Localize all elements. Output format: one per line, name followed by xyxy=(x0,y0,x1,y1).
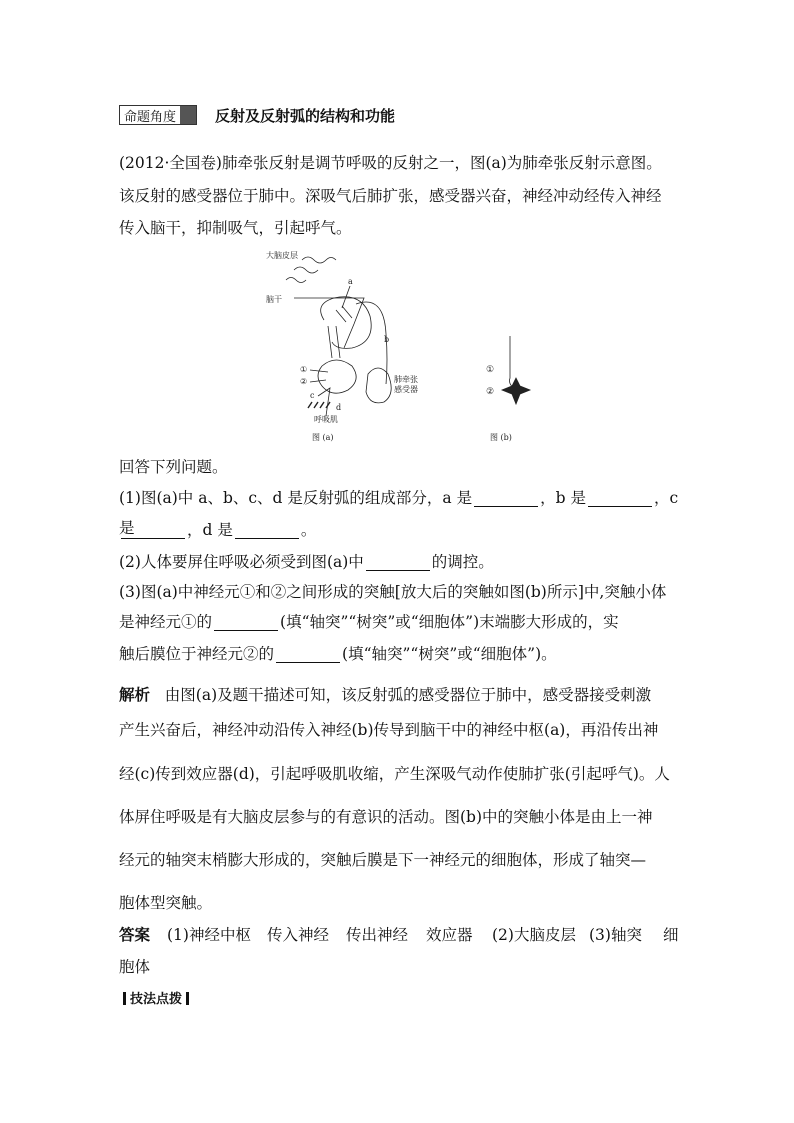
label-a: a xyxy=(348,277,353,286)
tag-shade-block xyxy=(180,106,196,124)
cortex-wave-1 xyxy=(302,257,336,263)
answer-blank-c[interactable] xyxy=(121,520,185,539)
analysis-line-5: 经元的轴突末梢膨大形成的，突触后膜是下一神经元的细胞体，形成了轴突— xyxy=(119,851,647,869)
section-tag xyxy=(119,105,197,125)
question-3-line-1: (3)图(a)中神经元①和②之间形成的突触[放大后的突触如图(b)所示]中,突触小体 xyxy=(119,583,667,601)
answer-label: 答案 xyxy=(119,926,151,944)
answer-item: 传出神经 xyxy=(346,926,409,944)
answer-item: (3)轴突 xyxy=(589,926,642,944)
section-tag-label: 命题角度 xyxy=(124,109,177,125)
q1-text-d: ，d 是 xyxy=(187,521,233,539)
question-2 xyxy=(119,547,679,577)
label-neuron-2: ② xyxy=(300,377,308,386)
answer-line-2: 胞体 xyxy=(119,958,151,976)
q3-text-d: 触后膜位于神经元②的 xyxy=(119,645,275,663)
answer-blank-q2[interactable] xyxy=(366,552,430,571)
q2-text-b: 的调控。 xyxy=(431,553,494,571)
analysis-line-6: 胞体型突触。 xyxy=(119,894,213,912)
afferent-nerve-b xyxy=(356,302,390,384)
answer-item: 传入神经 xyxy=(267,926,330,944)
descending-tracts xyxy=(328,326,340,358)
label-muscle: 呼吸肌 xyxy=(314,415,338,424)
q3-text-c: (填“轴突”“树突”或“细胞体”)末端膨大形成的，实 xyxy=(280,613,619,631)
analysis-text-1: 由图(a)及题干描述可知，该反射弧的感受器位于肺中，感受器接受刺激 xyxy=(164,686,652,704)
answer-item: (2)大脑皮层 xyxy=(492,926,576,944)
fig-b-label-2: ② xyxy=(486,387,495,397)
brainstem-outline xyxy=(294,298,364,348)
intro-line-2: 该反射的感受器位于肺中。深吸气后肺扩张，感受器兴奋，神经冲动经传入神经 xyxy=(119,187,662,205)
analysis-label: 解析 xyxy=(119,686,151,704)
label-receptor-1: 肺牵张 xyxy=(394,375,418,384)
fig-b-label-1: ① xyxy=(486,365,495,375)
spinal-cord-section xyxy=(318,360,356,393)
analysis-line-3: 经(c)传到效应器(d)，引起呼吸肌收缩，产生深吸气动作使肺扩张(引起呼气)。人 xyxy=(119,765,670,783)
q3-text-e: (填“轴突”“树突”或“细胞体”)。 xyxy=(342,645,557,663)
q1-text-b: ，b 是 xyxy=(540,489,586,507)
skill-bar-left xyxy=(123,992,126,1005)
label-d: d xyxy=(336,403,342,412)
label-brainstem: 脑干 xyxy=(266,295,282,304)
answer-item: 效应器 xyxy=(426,926,473,944)
label-cortex: 大脑皮层 xyxy=(266,251,298,260)
answer-blank-q3-2[interactable] xyxy=(276,644,340,663)
answer-blank-b[interactable] xyxy=(588,488,652,507)
answer-blank-a[interactable] xyxy=(474,488,538,507)
brainstem-oval xyxy=(321,297,372,349)
lung-shape xyxy=(366,368,391,403)
respiratory-muscle-hatch xyxy=(308,402,330,408)
label-b: b xyxy=(384,335,390,344)
section-title: 反射及反射弧的结构和功能 xyxy=(215,106,396,125)
analysis-line-2: 产生兴奋后，神经冲动沿传入神经(b)传导到脑干中的神经中枢(a)，再沿传出神 xyxy=(119,721,659,739)
answer-blank-d[interactable] xyxy=(235,520,299,539)
label-c: c xyxy=(310,391,315,400)
label-receptor-2: 感受器 xyxy=(394,385,418,394)
skill-label: 技法点拨 xyxy=(130,992,183,1007)
q1-text-a: (1)图(a)中 a、b、c、d 是反射弧的组成部分，a 是 xyxy=(119,489,473,507)
answer-item: 细 xyxy=(663,926,679,944)
q1-text-c: ，c 是 xyxy=(119,489,679,537)
q3-text-b: 是神经元①的 xyxy=(119,613,213,631)
section-header xyxy=(119,104,395,126)
analysis-line-4: 体屏住呼吸是有大脑皮层参与的有意识的活动。图(b)中的突触小体是由上一神 xyxy=(119,808,653,826)
question-3-line-2 xyxy=(119,607,679,637)
cortex-wave-3 xyxy=(286,278,306,283)
cortex-wave-2 xyxy=(294,267,318,273)
analysis-line-1 xyxy=(119,680,679,710)
reflex-arc-figure xyxy=(264,250,534,450)
intro-line-1: (2012·全国卷)肺牵张反射是调节呼吸的反射之一，图(a)为肺牵张反射示意图。 xyxy=(119,154,662,172)
question-3-line-3 xyxy=(119,639,679,669)
label-neuron-1: ① xyxy=(300,365,308,374)
fig-b-synapse xyxy=(502,378,530,404)
answer-row xyxy=(119,923,679,945)
question-1-line-2 xyxy=(119,515,679,545)
caption-b: 图 (b) xyxy=(490,433,512,442)
caption-a: 图 (a) xyxy=(312,433,334,442)
neuron-a-lines xyxy=(336,306,352,322)
answer-blank-q3-1[interactable] xyxy=(214,612,278,631)
q2-text-a: (2)人体要屏住呼吸必须受到图(a)中 xyxy=(119,553,364,571)
fig-b-axon xyxy=(510,336,515,388)
skill-bar-right xyxy=(186,992,189,1005)
question-lead: 回答下列问题。 xyxy=(119,458,228,476)
skill-tips-heading xyxy=(119,988,193,1007)
q1-text-end: 。 xyxy=(300,521,317,539)
intro-line-3: 传入脑干，抑制吸气，引起呼气。 xyxy=(119,219,352,237)
answer-item: (1)神经中枢 xyxy=(167,926,251,944)
